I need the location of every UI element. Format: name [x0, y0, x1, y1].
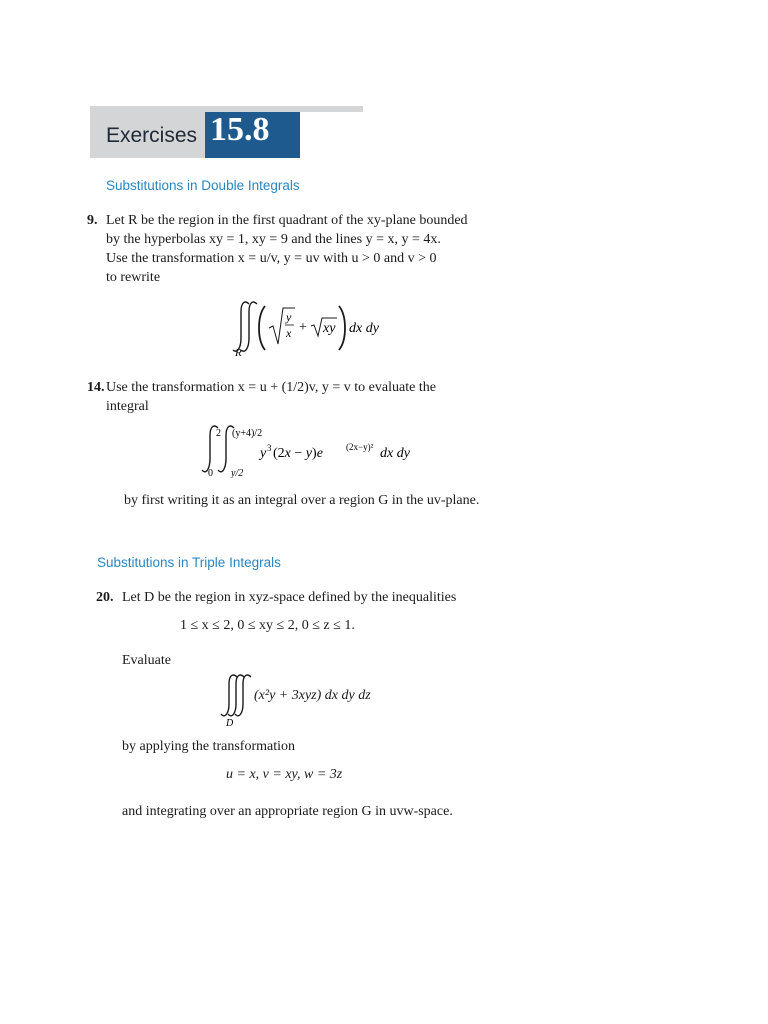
svg-text:(2x − y)e: (2x − y)e [273, 446, 323, 461]
problem-20-line-1: Let D be the region in xyz-space defined by the inequalities [122, 590, 457, 605]
svg-text:dx dy: dx dy [380, 446, 410, 461]
double-integral-9 [225, 298, 400, 363]
double-integral-sign [225, 298, 400, 358]
svg-text:2: 2 [216, 428, 221, 439]
problem-9-line-3: Use the transformation x = u/v, y = uv with u > 0 and v > 0 [106, 251, 437, 266]
svg-text:y: y [260, 446, 267, 461]
problem-20-closing: and integrating over an appropriate region G in uvw-space. [122, 804, 453, 819]
problem-14-line-1: Use the transformation x = u + (1/2)v, y = v to evaluate the [106, 380, 436, 395]
exercises-heading: Exercises [106, 124, 198, 147]
region-label-R: R [235, 347, 242, 358]
problem-20-integrand: (x²y + 3xyz) dx dy dz [254, 688, 371, 703]
section-title-double: Substitutions in Double Integrals [106, 178, 300, 193]
svg-text:(y+4)/2: (y+4)/2 [232, 428, 263, 439]
problem-20-inequalities: 1 ≤ x ≤ 2, 0 ≤ xy ≤ 2, 0 ≤ z ≤ 1. [180, 618, 355, 633]
problem-9-line-1: Let R be the region in the first quadrant of the xy-plane bounded [106, 213, 468, 228]
problem-9-line-2: by the hyperbolas xy = 1, xy = 9 and the lines y = x, y = 4x. [106, 232, 441, 247]
svg-text:+: + [299, 320, 307, 335]
region-label-D: D [226, 718, 234, 728]
iterated-integral-signs [198, 422, 428, 478]
svg-text:dx dy: dx dy [349, 321, 379, 336]
svg-text:0: 0 [208, 468, 213, 478]
section-title-triple: Substitutions in Triple Integrals [97, 555, 281, 570]
problem-14-after: by first writing it as an integral over a region G in the uv-plane. [124, 493, 480, 508]
problem-9-line-4: to rewrite [106, 270, 161, 285]
svg-text:y: y [286, 310, 292, 324]
problem-20-evaluate: Evaluate [122, 653, 171, 668]
svg-text:y/2: y/2 [231, 468, 244, 478]
problem-number-20: 20. [96, 590, 114, 605]
svg-text:(2x−y)²: (2x−y)² [346, 442, 374, 452]
problem-20-transformation: u = x, v = xy, w = 3z [226, 767, 343, 782]
section-number: 15.8 [210, 111, 270, 148]
problem-20-by-applying: by applying the transformation [122, 739, 296, 754]
svg-text:x: x [286, 326, 292, 340]
iterated-integral-14 [198, 422, 428, 483]
svg-text:xy: xy [323, 321, 336, 336]
problem-number-9: 9. [87, 213, 98, 228]
problem-number-14: 14. [87, 380, 105, 395]
problem-14-line-2: integral [106, 399, 149, 414]
svg-text:3: 3 [267, 443, 272, 453]
